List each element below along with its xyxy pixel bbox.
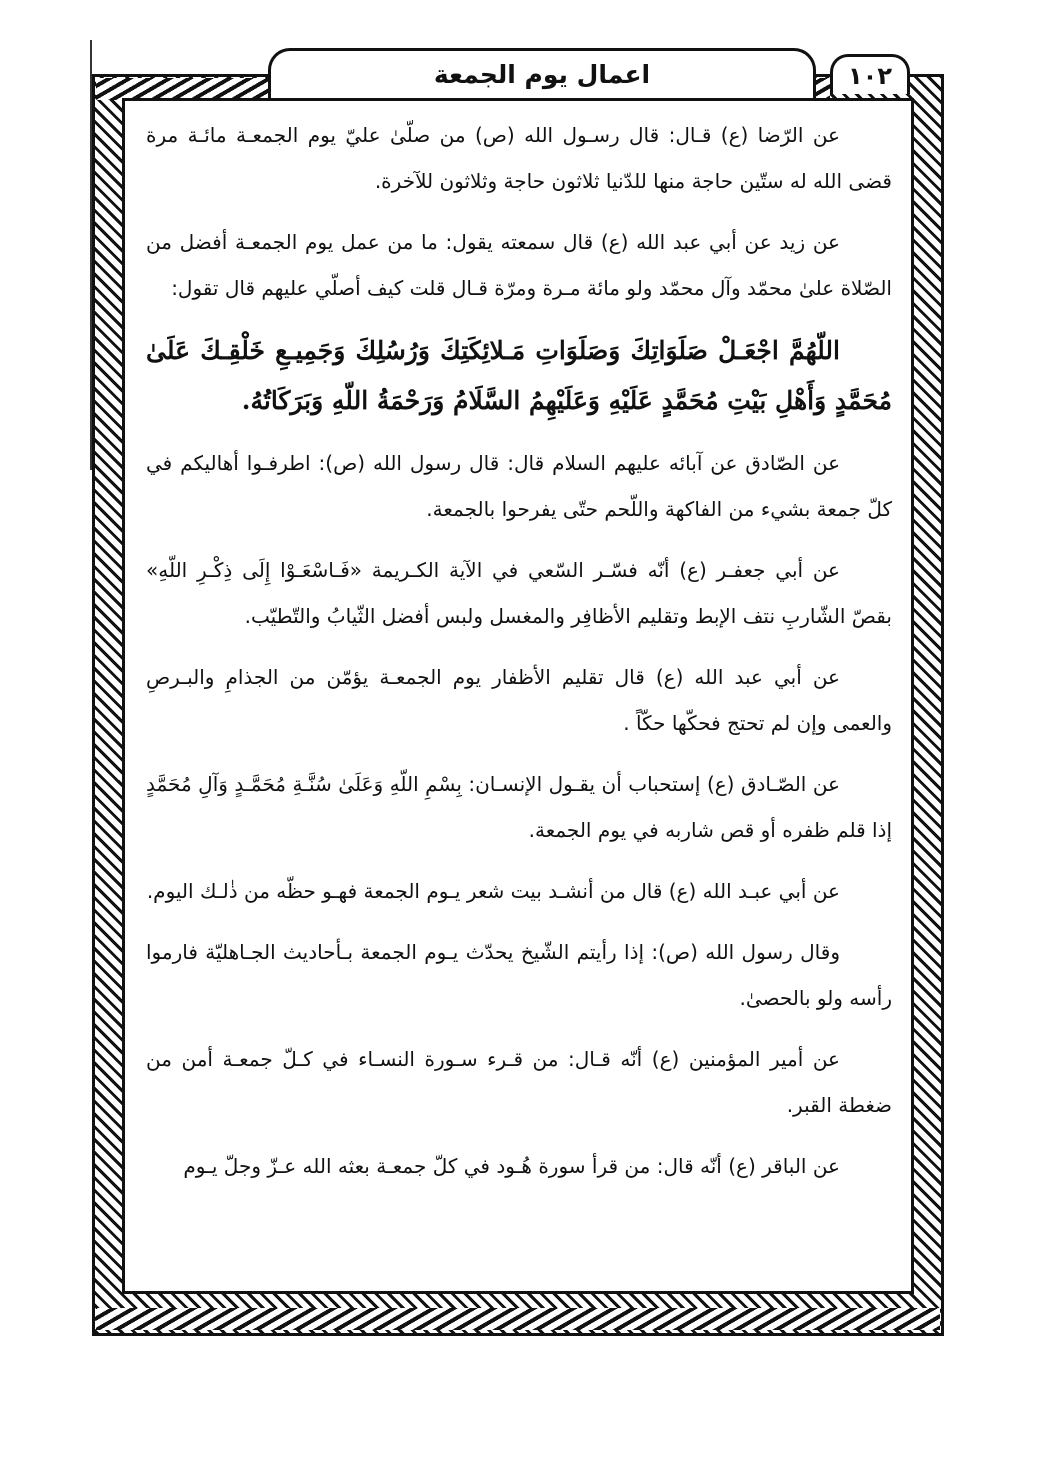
paragraph-hadith-nails: عن أبي عبد الله (ع) قال تقليم الأظفار يوم الجمعـة يؤمّن من الجذامِ والبـرصِ والعمى وإن لم تحتج فحكّها حكّاً . (146, 665, 892, 735)
page-number: ١٠٢ (848, 61, 892, 90)
page-number-tab (830, 54, 910, 94)
paragraph-hadith-jafar: عن أبي جعفـر (ع) أنّه فسّـر السّعي في الآية الكـريمة «فَـاسْعَـوْا إِلَى ذِكْـرِ اللّهِ» بقصّ الشّاربِ نتف الإبط وتقليم الأظافِر والمغسل ولبس أفضل الثّيابُ والتّطيّب. (146, 558, 892, 628)
page-body (146, 112, 892, 1204)
paragraph-hadith-nisa: عن أمير المؤمنين (ع) أنّه قـال: من قـرء سـورة النسـاء في كـلّ جمعـة أمن من ضغطة القبر. (146, 1047, 892, 1117)
bottom-ornament (96, 1308, 940, 1330)
page-title: اعمال يوم الجمعة (433, 60, 651, 89)
paragraph-hadith-ridha: عن الرّضا (ع) قـال: قال رسـول الله (ص) من صلّىٰ عليّ يوم الجمعـة مائـة مرة قضى الله له ستّين حاجة منها للدّنيا ثلاثون حاجة وثلاثون للآخرة. (146, 123, 892, 193)
paragraph-hadith-elder: وقال رسول الله (ص): إذا رأيتم الشّيخ يحدّث يـوم الجمعة بـأحاديث الجـاهليّة فارموا رأسه ولو بالحصىٰ. (146, 940, 892, 1010)
paragraph-hadith-sadiq-family: عن الصّادق عن آبائه عليهم السلام قال: قال رسول الله (ص): اطرفـوا أهاليكم في كلّ جمعة بشيء من الفاكهة واللّحم حتّى يفرحوا بالجمعة. (146, 451, 892, 521)
top-left-ornament (96, 78, 276, 100)
prayer-text: اللّهُمَّ اجْعَـلْ صَلَوَاتِكَ وَصَلَوَاتِ مَـلائِكَتِكَ وَرُسُلِكَ وَجَمِيـعِ خَلْقِـكَ عَلَىٰ مُحَمَّدٍ وَأَهْلِ بَيْتِ مُحَمَّدٍ عَلَيْهِ وَعَلَيْهِمُ السَّلَامُ وَرَحْمَةُ اللّهِ وَبَرَكَاتُهُ. (146, 336, 892, 415)
paragraph-hadith-hud: عن الباقر (ع) أنّه قال: من قرأ سورة هُـود في كلّ جمعـة بعثه الله عـزّ وجلّ يـوم (183, 1154, 840, 1178)
paragraph-hadith-poetry: عن أبي عبـد الله (ع) قال من أنشـد بيت شعر يـوم الجمعة فهـو حظّه من ذٰلـك اليوم. (146, 879, 840, 903)
paragraph-hadith-zayd: عن زيد عن أبي عبد الله (ع) قال سمعته يقول: ما من عمل يوم الجمعـة أفضل من الصّلاة علىٰ محمّد وآل محمّد ولو مائة مـرة ومرّة قـال قلت كيف أصلّي عليهم قال تقول: (146, 230, 892, 300)
header-title-tab (268, 48, 816, 98)
paragraph-hadith-bismillah: عن الصّـادق (ع) إستحباب أن يقـول الإنسـان: بِسْمِ اللّهِ وَعَلَىٰ سُنَّـةِ مُحَمَّـدٍ وَآلِ مُحَمَّدٍ إذا قلم ظفره أو قص شاربه في يوم الجمعة. (146, 772, 892, 842)
